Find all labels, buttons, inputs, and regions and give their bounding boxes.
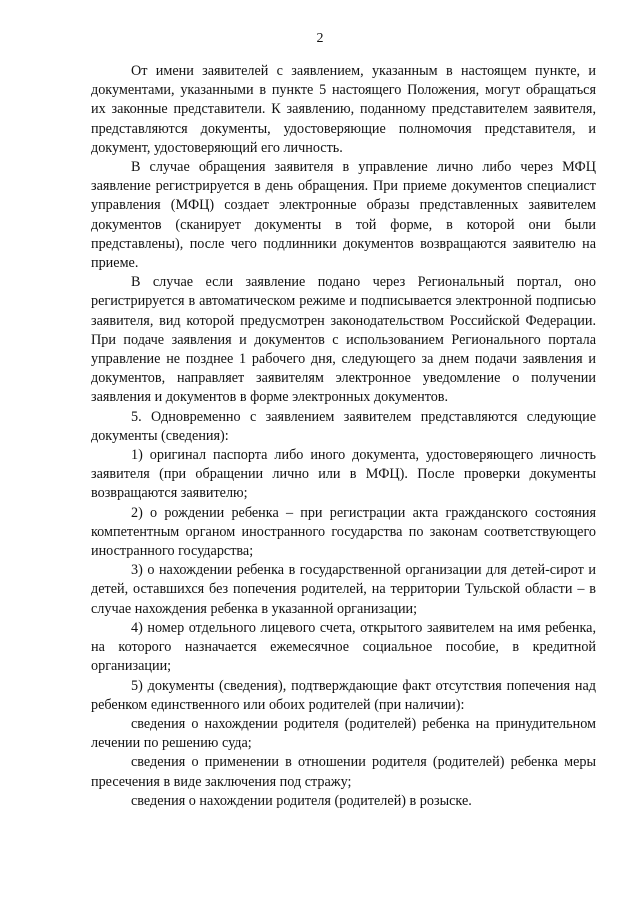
list-item-orphan-organization: 3) о нахождении ребенка в государственной организации для детей-сирот и детей, оставшихся без попечения родителей, на территории Тульской области – в случае нахождения ребенка в указанной организации; — [91, 562, 596, 617]
list-item-lack-of-care: 5) документы (сведения), подтверждающие факт отсутствия попечения над ребенком единственного или обоих родителей (при наличии): — [91, 677, 596, 713]
paragraph-regional-portal: В случае если заявление подано через Региональный портал, оно регистрируется в автоматическом режиме и подписывается электронной подписью заявителя, вид которой предусмотрен законодательством Российской Федерации. При подаче заявления и документов с использованием Регионального портала управление не позднее 1 рабочего дня, следующего за днем подачи заявления и документов, направляет заявителям электронное уведомление о получении заявления и документов в форме электронных документов. — [91, 274, 596, 406]
paragraph-item-5-intro: 5. Одновременно с заявлением заявителем представляются следующие документы (сведения): — [91, 408, 596, 444]
list-item-bank-account: 4) номер отдельного лицевого счета, открытого заявителем на имя ребенка, на которого назначается ежемесячное социальное пособие, в кредитной организации; — [91, 619, 596, 675]
sub-item-wanted: сведения о нахождении родителя (родителей) в розыске. — [131, 792, 472, 809]
paragraph-legal-representatives: От имени заявителей с заявлением, указанным в настоящем пункте, и документами, указанными в пункте 5 настоящего Положения, могут обращаться их законные представители. К заявлению, поданному представителем заявителя, представляются документы, удостоверяющие полномочия представителя, и документ, удостоверяющий его личность. — [91, 63, 596, 156]
document-body — [91, 62, 596, 811]
paragraph-personal-application: В случае обращения заявителя в управление лично либо через МФЦ заявление регистрируется в день обращения. При приеме документов специалист управления (МФЦ) создает электронные образы представленных заявителем документов (сканирует документы в той форме, в которой они были представлены), после чего подлинники документов возвращаются заявителю на приеме. — [91, 159, 596, 272]
sub-item-detention: сведения о применении в отношении родителя (родителей) ребенка меры пресечения в виде заключения под стражу; — [91, 754, 596, 790]
list-item-passport: 1) оригинал паспорта либо иного документа, удостоверяющего личность заявителя (при обращении лично или в МФЦ). После проверки документы возвращаются заявителю; — [91, 447, 596, 502]
sub-item-compulsory-treatment: сведения о нахождении родителя (родителей) ребенка на принудительном лечении по решению суда; — [91, 715, 596, 752]
page-number: 2 — [316, 31, 324, 46]
list-item-birth: 2) о рождении ребенка – при регистрации акта гражданского состояния компетентным органом иностранного государства по законам соответствующего иностранного государства; — [91, 504, 596, 560]
